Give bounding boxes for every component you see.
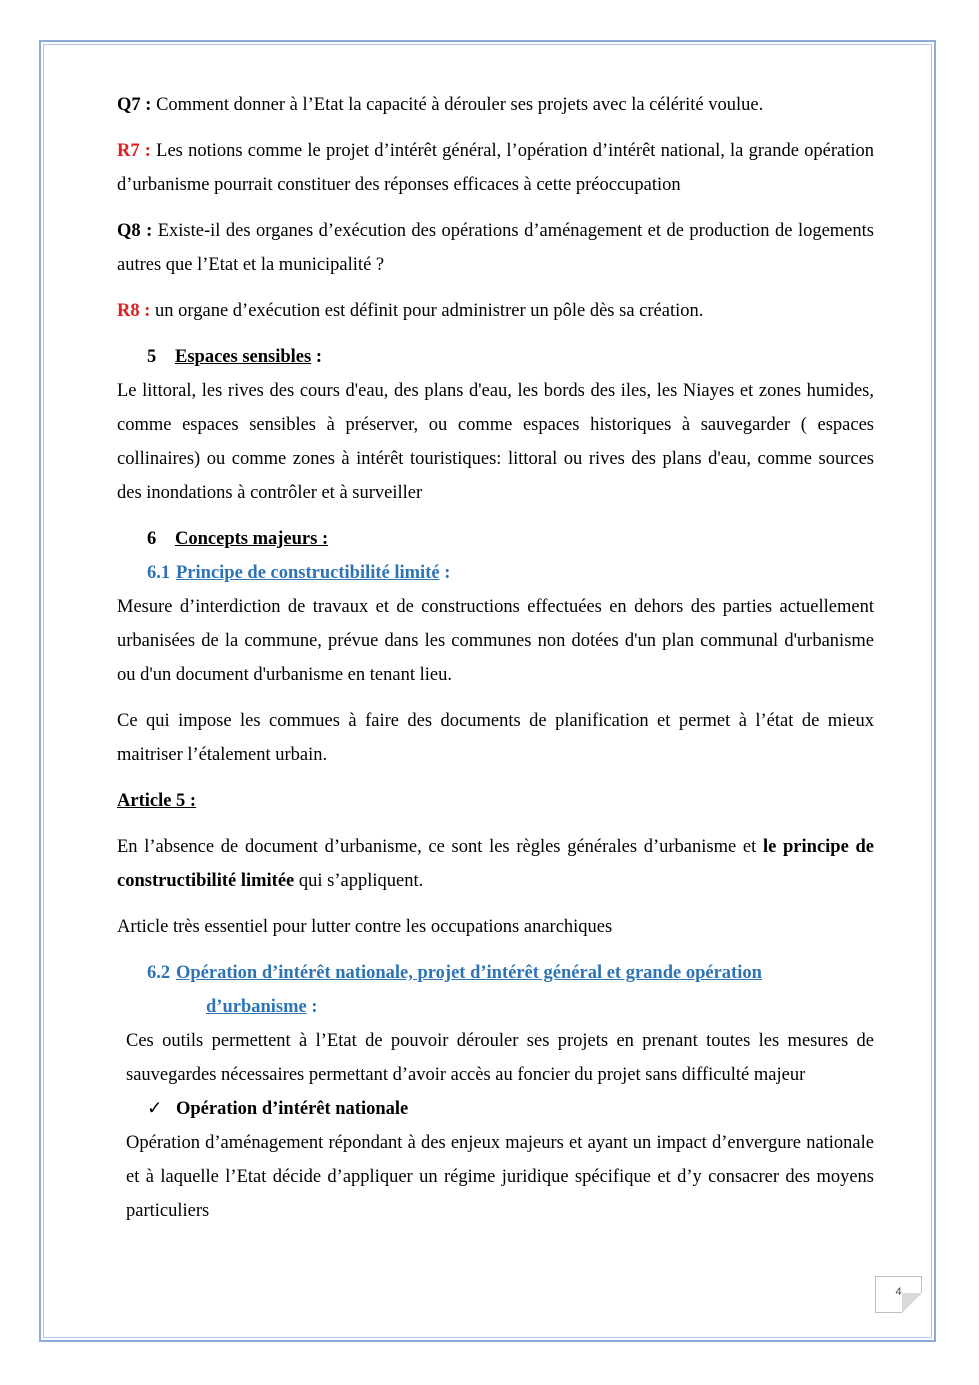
article-5-body-after: qui s’appliquent. xyxy=(294,871,424,891)
section-6-2-title-line-1: Opération d’intérêt nationale, projet d’intérêt général et grande opération xyxy=(176,963,762,983)
question-q7 xyxy=(117,88,874,122)
section-6-2-body: Ces outils permettent à l’Etat de pouvoir dérouler ses projets en prenant toutes les mesures de sauvegardes nécessaires permettant d’avoir accès au foncier du projet sans difficulté majeur xyxy=(126,1031,874,1085)
response-r7 xyxy=(117,134,874,202)
article-5-body-before: En l’absence de document d’urbanisme, ce sont les règles générales d’urbanisme et xyxy=(117,837,763,857)
section-5-title: Espaces sensibles xyxy=(175,347,312,367)
response-r8 xyxy=(117,294,874,328)
section-6-1-body-1: Mesure d’interdiction de travaux et de constructions effectuées en dehors des parties actuellement urbanisées de la commune, prévue dans les communes non dotées d'un plan communal d'urbanisme ou d'un document d'urbanisme en tenant lieu. xyxy=(117,597,874,685)
section-6-heading xyxy=(117,522,874,556)
q8-text: Existe-il des organes d’exécution des opérations d’aménagement et de production de logements autres que l’Etat et la municipalité ? xyxy=(117,221,874,275)
section-6-2-heading xyxy=(117,956,874,1024)
section-6-2-title-line-2: d’urbanisme xyxy=(206,997,307,1017)
section-6-2-number: 6.2 xyxy=(147,963,171,983)
q8-label: Q8 : xyxy=(117,221,153,241)
section-6-2-title-continuation xyxy=(147,990,874,1024)
oin-title: Opération d’intérêt nationale xyxy=(176,1099,409,1119)
section-6-number: 6 xyxy=(147,529,157,549)
r7-text: Les notions comme le projet d’intérêt général, l’opération d’intérêt national, la grande opération d’urbanisme pourrait constituer des réponses efficaces à cette préoccupation xyxy=(117,141,874,195)
question-q8 xyxy=(117,214,874,282)
checkmark-icon: ✓ xyxy=(147,1099,163,1119)
article-5-body xyxy=(117,830,874,898)
article-5-body-bold: le principe de constructibilité limitée xyxy=(117,837,874,891)
section-6-1-heading xyxy=(117,556,874,590)
article-5-title: Article 5 : xyxy=(117,791,197,811)
section-5-heading xyxy=(117,340,874,374)
section-5-suffix: : xyxy=(311,347,322,367)
article-5-note: Article très essentiel pour lutter contre les occupations anarchiques xyxy=(117,917,613,937)
section-6-1-suffix: : xyxy=(439,563,451,583)
section-6-1-title: Principe de constructibilité limité xyxy=(176,563,440,583)
r8-text: un organe d’exécution est définit pour administrer un pôle dès sa création. xyxy=(150,301,704,321)
page-number: 4 xyxy=(875,1276,922,1313)
r8-label: R8 : xyxy=(117,301,151,321)
section-6-2-suffix: : xyxy=(306,997,318,1017)
q7-text: Comment donner à l’Etat la capacité à dérouler ses projets avec la célérité voulue. xyxy=(151,95,764,115)
section-6-title: Concepts majeurs : xyxy=(175,529,329,549)
document-body xyxy=(117,88,874,1240)
section-5-body: Le littoral, les rives des cours d'eau, des plans d'eau, les bords des iles, les Niayes et zones humides, comme espaces sensibles à préserver, ou comme espaces historiques à sauvegarder ( espaces collinaires) ou comme zones à intérêt touristiques: littoral ou rives des plans d'eau, comme sources des inondations à contrôler et à surveiller xyxy=(117,381,874,503)
section-5-number: 5 xyxy=(147,347,157,367)
oin-body: Opération d’aménagement répondant à des enjeux majeurs et ayant un impact d’envergure nationale et à laquelle l’Etat décide d’appliquer un régime juridique spécifique et d’y consacrer des moyens particuliers xyxy=(126,1133,874,1221)
r7-label: R7 : xyxy=(117,141,151,161)
oin-heading xyxy=(117,1092,874,1126)
section-6-1-body-2: Ce qui impose les commues à faire des documents de planification et permet à l’état de mieux maitriser l’étalement urbain. xyxy=(117,711,874,765)
section-6-1-number: 6.1 xyxy=(147,563,171,583)
q7-label: Q7 : xyxy=(117,95,152,115)
